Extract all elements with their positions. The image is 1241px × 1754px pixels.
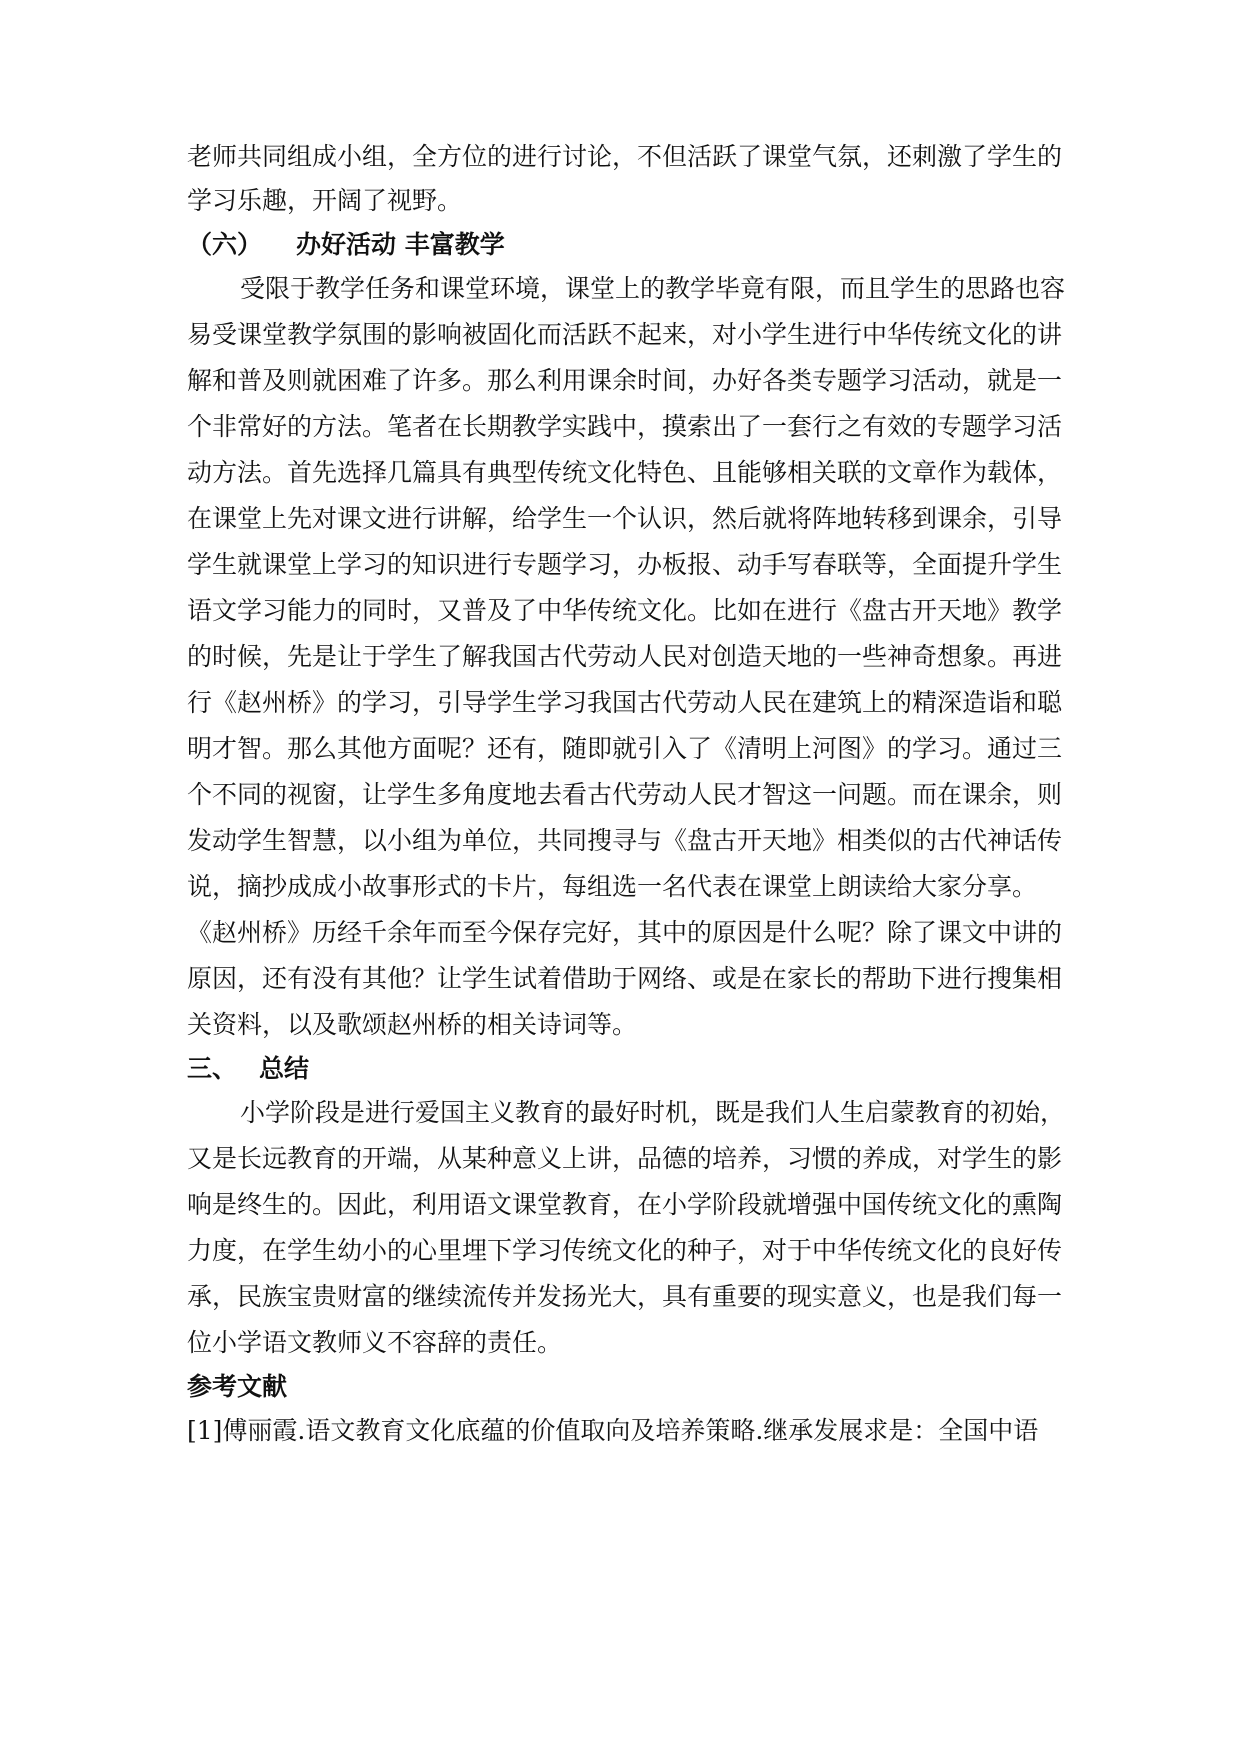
body-text-line: 原因，还有没有其他？让学生试着借助于网络、或是在家长的帮助下进行搜集相 xyxy=(187,964,1063,993)
body-text-line: 语文学习能力的同时，又普及了中华传统文化。比如在进行《盘古开天地》教学 xyxy=(187,596,1063,625)
body-text-line: 学生就课堂上学习的知识进行专题学习，办板报、动手写春联等，全面提升学生 xyxy=(187,550,1063,579)
body-text-line: 小学阶段是进行爱国主义教育的最好时机，既是我们人生启蒙教育的初始， xyxy=(240,1098,1066,1127)
reference-item: [1]傅丽霞.语文教育文化底蕴的价值取向及培养策略.继承发展求是：全国中语 xyxy=(187,1416,1039,1445)
body-text-line: 动方法。首先选择几篇具有典型传统文化特色、且能够相关联的文章作为载体， xyxy=(187,458,1063,487)
body-text-line: 承，民族宝贵财富的继续流传并发扬光大，具有重要的现实意义，也是我们每一 xyxy=(187,1282,1063,1311)
body-text-line: 力度，在学生幼小的心里埋下学习传统文化的种子，对于中华传统文化的良好传 xyxy=(187,1236,1063,1265)
body-text-line: 易受课堂教学氛围的影响被固化而活跃不起来，对小学生进行中华传统文化的讲 xyxy=(187,320,1063,349)
section-title: 总结 xyxy=(259,1054,310,1083)
references-heading: 参考文献 xyxy=(187,1372,288,1401)
section-number: （六） xyxy=(187,230,263,259)
body-text-line: 老师共同组成小组，全方位的进行讨论，不但活跃了课堂气氛，还刺激了学生的 xyxy=(187,142,1063,171)
body-text-line: 个非常好的方法。笔者在长期教学实践中，摸索出了一套行之有效的专题学习活 xyxy=(187,412,1063,441)
body-text-line: 明才智。那么其他方面呢？还有，随即就引入了《清明上河图》的学习。通过三 xyxy=(187,734,1063,763)
body-text-line: 个不同的视窗，让学生多角度地去看古代劳动人民才智这一问题。而在课余，则 xyxy=(187,780,1063,809)
body-text-line: 位小学语文教师义不容辞的责任。 xyxy=(187,1328,563,1357)
section-title: 办好活动 丰富教学 xyxy=(296,230,505,259)
body-text-line: 的时候，先是让于学生了解我国古代劳动人民对创造天地的一些神奇想象。再进 xyxy=(187,642,1063,671)
body-text-line: 说，摘抄成成小故事形式的卡片，每组选一名代表在课堂上朗读给大家分享。 xyxy=(187,872,1038,901)
body-text-line: 受限于教学任务和课堂环境，课堂上的教学毕竟有限，而且学生的思路也容 xyxy=(240,274,1066,303)
body-text-line: 学习乐趣，开阔了视野。 xyxy=(187,186,463,215)
body-text-line: 《赵州桥》历经千余年而至今保存完好，其中的原因是什么呢？除了课文中讲的 xyxy=(187,918,1063,947)
body-text-line: 响是终生的。因此，利用语文课堂教育，在小学阶段就增强中国传统文化的熏陶 xyxy=(187,1190,1063,1219)
body-text-line: 行《赵州桥》的学习，引导学生学习我国古代劳动人民在建筑上的精深造诣和聪 xyxy=(187,688,1063,717)
body-text-line: 又是长远教育的开端，从某种意义上讲，品德的培养，习惯的养成，对学生的影 xyxy=(187,1144,1063,1173)
body-text-line: 在课堂上先对课文进行讲解，给学生一个认识，然后就将阵地转移到课余，引导 xyxy=(187,504,1063,533)
body-text-line: 解和普及则就困难了许多。那么利用课余时间，办好各类专题学习活动，就是一 xyxy=(187,366,1063,395)
section-heading-six xyxy=(187,228,1067,262)
body-text-line: 关资料，以及歌颂赵州桥的相关诗词等。 xyxy=(187,1010,638,1039)
section-number: 三、 xyxy=(187,1054,238,1083)
section-heading-three xyxy=(187,1052,1067,1086)
body-text-line: 发动学生智慧，以小组为单位，共同搜寻与《盘古开天地》相类似的古代神话传 xyxy=(187,826,1063,855)
